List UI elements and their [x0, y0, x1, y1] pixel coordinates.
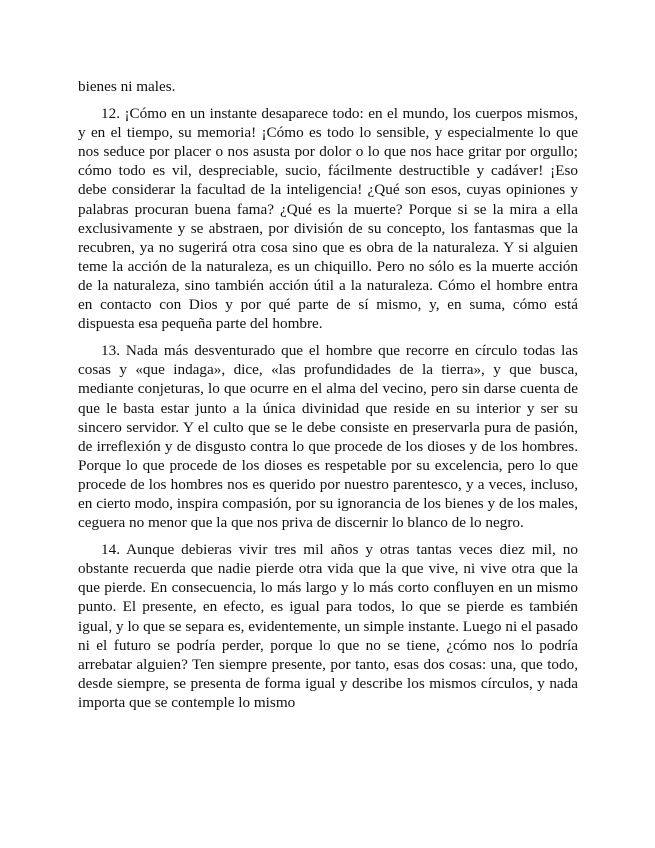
paragraph-12: 12. ¡Cómo en un instante desaparece todo: en el mundo, los cuerpos mismos, y en el tiempo, su memoria! ¡Cómo es todo lo sensible, y especialmente lo que nos seduce por placer o nos asusta por dolor o lo que nos hace gritar por orgullo; cómo todo es vil, despreciable, sucio, fácilmente destructible y cadáver! ¡Eso debe considerar la facultad de la inteligencia! ¿Qué son esos, cuyas opiniones y palabras procuran buena fama? ¿Qué es la muerte? Porque si se la mira a ella exclusivamente y se abstraen, por división de su concepto, los fantasmas que la recubren, ya no sugerirá otra cosa sino que es obra de la naturaleza. Y si alguien teme la acción de la naturaleza, es un chiquillo. Pero no sólo es la muerte acción de la naturaleza, sino también acción útil a la naturaleza. Cómo el hombre entra en contacto con Dios y por qué parte de sí mismo, y, en suma, cómo está dispuesta esa pequeña parte del hombre. [78, 105, 578, 333]
paragraph-continuation: bienes ni males. [78, 78, 176, 95]
paragraph-13: 13. Nada más desventurado que el hombre que recorre en círculo todas las cosas y «que indaga», dice, «las profundidades de la tierra», y que busca, mediante conjeturas, lo que ocurre en el alma del vecino, pero sin darse cuenta de que le basta estar junto a la única divinidad que reside en su interior y ser su sincero servidor. Y el culto que se le debe consiste en preservarla pura de pasión, de irreflexión y de disgusto contra lo que procede de los dioses y de los hombres. Porque lo que procede de los dioses es respetable por su excelencia, pero lo que procede de los hombres nos es querido por nuestro parentesco, y a veces, incluso, en cierto modo, inspira compasión, por su ignorancia de los bienes y de los males, ceguera no menor que la que nos priva de discernir lo blanco de lo negro. [78, 342, 578, 532]
paragraph-14: 14. Aunque debieras vivir tres mil años y otras tantas veces diez mil, no obstante recuerda que nadie pierde otra vida que la que vive, ni vive otra que la que pierde. En consecuencia, lo más largo y lo más corto confluyen en un mismo punto. El presente, en efecto, es igual para todos, lo que se pierde es también igual, y lo que se separa es, evidentemente, un simple instante. Luego ni el pasado ni el futuro se podría perder, porque lo que no se tiene, ¿cómo nos lo podría arrebatar alguien? Ten siempre presente, por tanto, esas dos cosas: una, que todo, desde siempre, se presenta de forma igual y describe los mismos círculos, y nada importa que se contemple lo mismo [78, 541, 578, 711]
page-text [78, 77, 578, 712]
